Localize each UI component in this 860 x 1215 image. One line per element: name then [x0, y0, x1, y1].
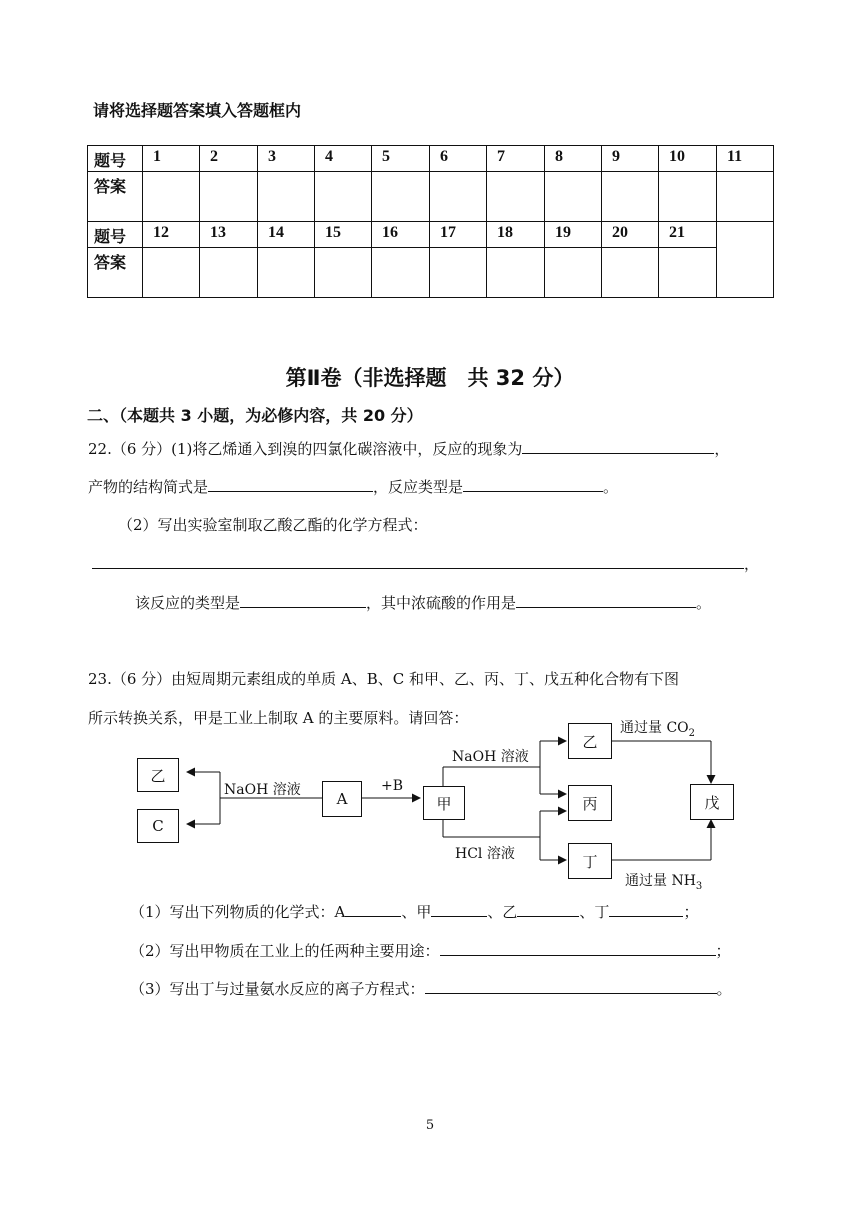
- q23-sub3-end: 。: [716, 980, 732, 998]
- q23-line2: 所示转换关系，甲是工业上制取 A 的主要原料。请回答：: [88, 709, 469, 727]
- q23-sub1-sep1: 、甲: [401, 903, 432, 921]
- label-plus-b: +B: [381, 778, 404, 794]
- label-nh3-sub: 3: [695, 880, 703, 892]
- q23-line1: 23.（6 分）由短周期元素组成的单质 A、B、C 和甲、乙、丙、丁、戊五种化合物有下图: [88, 670, 680, 688]
- q22-line5-b: ，其中浓硫酸的作用是: [366, 594, 517, 612]
- qnum-label: 题号: [88, 222, 143, 248]
- blank-jia[interactable]: [431, 902, 487, 917]
- qnum-cell: 9: [602, 146, 659, 172]
- qnum-cell: 11: [717, 146, 774, 172]
- qnum-cell: 12: [143, 222, 200, 248]
- label-nh3-text: 通过量 NH: [625, 873, 696, 889]
- blank-ding[interactable]: [609, 902, 683, 917]
- label-nh3: [625, 870, 702, 892]
- section-title: 第Ⅱ卷（非选择题 共 32 分）: [285, 366, 575, 390]
- part-heading: 二、（本题共 3 小题，为必修内容，共 20 分）: [87, 406, 423, 425]
- q22-line2-a: 产物的结构简式是: [88, 478, 209, 496]
- answer-label: 答案: [88, 172, 143, 222]
- q23-sub3-text: （3）写出丁与过量氨水反应的离子方程式：: [130, 980, 425, 998]
- q23-sub2-text: （2）写出甲物质在工业上的任两种主要用途：: [130, 942, 440, 960]
- label-co2-sub: 2: [688, 727, 696, 739]
- qnum-cell: 5: [372, 146, 430, 172]
- q22-line5-end: 。: [696, 594, 712, 612]
- qnum-cell: 20: [602, 222, 659, 248]
- qnum-cell: 17: [430, 222, 487, 248]
- blank-a[interactable]: [345, 902, 401, 917]
- box-yi-right: 乙: [568, 723, 612, 759]
- q22-line1-text: 22.（6 分）(1)将乙烯通入到溴的四氯化碳溶液中，反应的现象为: [88, 440, 523, 458]
- label-co2: [620, 717, 695, 739]
- qnum-cell: 14: [258, 222, 315, 248]
- q23-sub1-sep2: 、乙: [487, 903, 518, 921]
- q22-line2-b: ，反应类型是: [373, 478, 464, 496]
- blank-yi[interactable]: [517, 902, 579, 917]
- label-naoh-top: NaOH 溶液: [452, 749, 529, 765]
- qnum-cell: 1: [143, 146, 200, 172]
- q23-sub1: [130, 901, 698, 922]
- q23-sub1-sep3: 、丁: [579, 903, 610, 921]
- qnum-label: 题号: [88, 146, 143, 172]
- blank-uses[interactable]: [440, 941, 716, 956]
- q22-line3: （2）写出实验室制取乙酸乙酯的化学方程式：: [118, 516, 428, 534]
- qnum-cell: 7: [487, 146, 545, 172]
- q22-line5-a: 该反应的类型是: [135, 594, 241, 612]
- qnum-cell: 15: [315, 222, 372, 248]
- blank-ionic-equation[interactable]: [425, 979, 717, 994]
- q23-sub1-text: （1）写出下列物质的化学式：A: [130, 903, 346, 921]
- answer-label: 答案: [88, 248, 143, 298]
- qnum-cell: 4: [315, 146, 372, 172]
- qnum-cell: 3: [258, 146, 315, 172]
- qnum-cell: 8: [545, 146, 602, 172]
- page-number: 5: [425, 1118, 435, 1133]
- qnum-cell: 19: [545, 222, 602, 248]
- box-wu: 戊: [690, 784, 734, 820]
- q22-line2-end: 。: [603, 478, 619, 496]
- q22-line4-end: ，: [744, 555, 760, 573]
- label-co2-text: 通过量 CO: [620, 720, 689, 736]
- q23-sub2: [130, 940, 731, 961]
- box-ding: 丁: [568, 843, 612, 879]
- instruction-text: 请将选择题答案填入答题框内: [93, 101, 302, 120]
- box-jia: 甲: [423, 786, 465, 820]
- qnum-cell: 13: [200, 222, 258, 248]
- qnum-cell: 10: [659, 146, 717, 172]
- qnum-cell: 21: [659, 222, 717, 248]
- qnum-cell: 2: [200, 146, 258, 172]
- q23-sub2-end: ；: [715, 942, 731, 960]
- q22-line1-end: ，: [714, 440, 730, 458]
- qnum-cell: 16: [372, 222, 430, 248]
- label-naoh-left: NaOH 溶液: [224, 782, 301, 798]
- box-a: A: [322, 781, 362, 817]
- box-bing: 丙: [568, 785, 612, 821]
- qnum-cell: 18: [487, 222, 545, 248]
- qnum-cell: 6: [430, 146, 487, 172]
- label-hcl: HCl 溶液: [455, 846, 515, 862]
- box-yi-left: 乙: [137, 758, 179, 792]
- q23-sub3: [130, 978, 732, 999]
- q23-sub1-end: ；: [683, 903, 699, 921]
- box-c: C: [137, 809, 179, 843]
